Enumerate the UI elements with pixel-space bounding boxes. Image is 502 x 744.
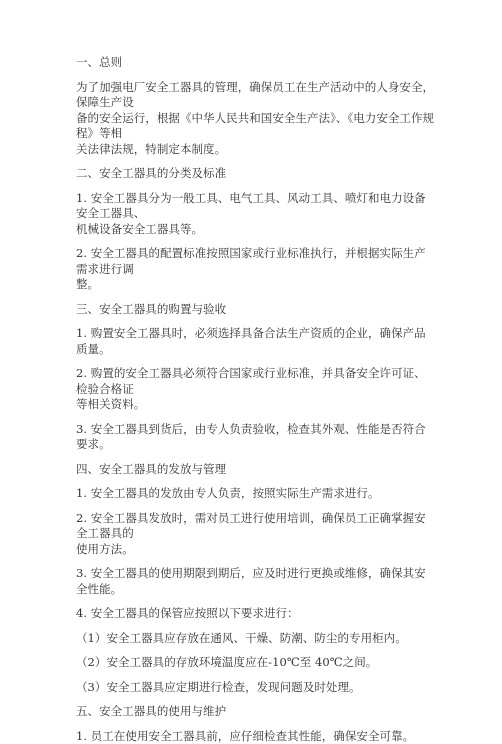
paragraph: 1. 购置安全工器具时，必须选择具备合法生产资质的企业，确保产品质量。 [76, 326, 436, 357]
paragraph: 3. 安全工器具到货后，由专人负责验收，检查其外观、性能是否符合要求。 [76, 422, 436, 453]
list-item: （1）安全工器具应存放在通风、干燥、防潮、防尘的专用柜内。 [76, 631, 436, 647]
list-item: （2）安全工器具的存放环境温度应在-10℃至 40℃之间。 [76, 655, 436, 671]
list-item: （3）安全工器具应定期进行检查，发现问题及时处理。 [76, 680, 436, 696]
section-heading: 二、安全工器具的分类及标准 [76, 166, 436, 182]
paragraph: 4. 安全工器具的保管应按照以下要求进行： [76, 606, 436, 622]
paragraph: 1. 安全工器具的发放由专人负责，按照实际生产需求进行。 [76, 486, 436, 502]
paragraph: 3. 安全工器具的使用期限到期后，应及时进行更换或维修，确保其安全性能。 [76, 566, 436, 597]
paragraph: 为了加强电厂安全工器具的管理，确保员工在生产活动中的人身安全，保障生产设 备的安全运行，根据《中华人民共和国安全生产法》、《电力安全工作规程》等相 关法律法规，特制定本制度。 [76, 80, 436, 158]
document-body [76, 55, 436, 744]
paragraph: 1. 安全工器具分为一般工具、电气工具、风动工具、喷灯和电力设备安全工器具、 机械设备安全工器具等。 [76, 191, 436, 238]
paragraph: 1. 员工在使用安全工器具前，应仔细检查其性能，确保安全可靠。 [76, 729, 436, 744]
paragraph: 2. 安全工器具的配置标准按照国家或行业标准执行，并根据实际生产需求进行调 整。 [76, 246, 436, 293]
section-heading: 一、总则 [76, 55, 436, 71]
section-heading: 四、安全工器具的发放与管理 [76, 462, 436, 478]
section-heading: 三、安全工器具的购置与验收 [76, 302, 436, 318]
section-heading: 五、安全工器具的使用与维护 [76, 704, 436, 720]
paragraph: 2. 安全工器具发放时，需对员工进行使用培训，确保员工正确掌握安全工器具的 使用方法。 [76, 511, 436, 558]
paragraph: 2. 购置的安全工器具必须符合国家或行业标准，并具备安全许可证、检验合格证 等相关资料。 [76, 366, 436, 413]
